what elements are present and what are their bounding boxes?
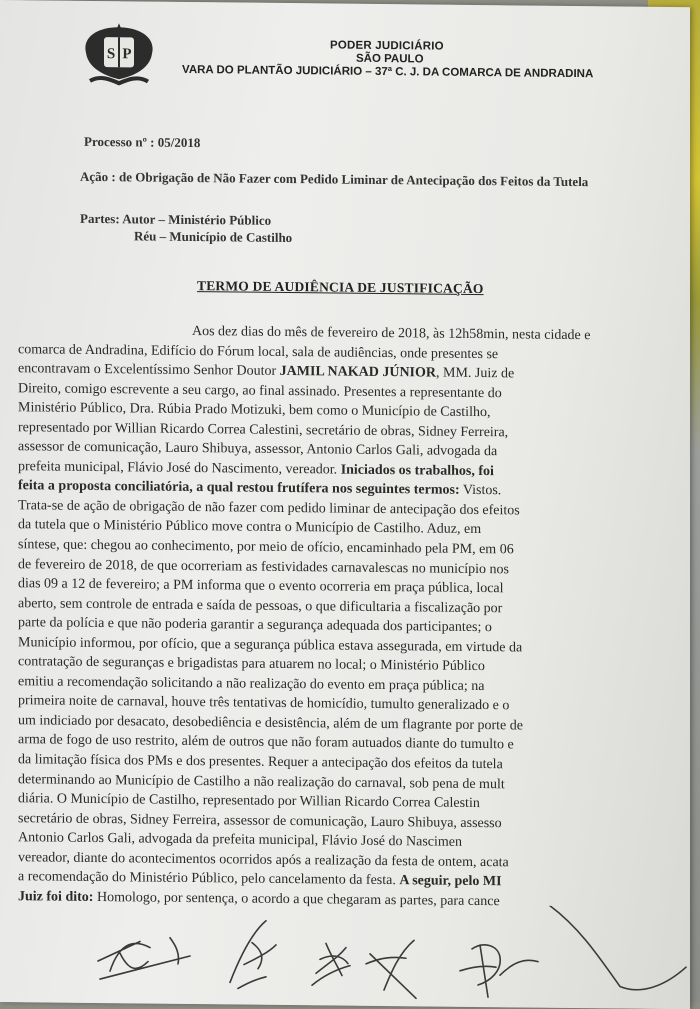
body-line: arma de fogo de uso restrito, além de outros que não foram autuados diante do tumulto e <box>18 732 514 753</box>
signature-mark <box>550 906 686 990</box>
body-line: Aos dez dias do mês de fevereiro de 2018, às 12h58min, nesta cidade e <box>192 324 591 344</box>
header-state: SÃO PAULO <box>356 52 424 66</box>
body-line: comarca de Andradina, Edifício do Fórum local, sala de audiências, onde presentes se <box>18 341 499 362</box>
signature-mark <box>230 920 276 988</box>
body-line: determinando ao Município de Castilho a não realização do carnaval, sob pena de mult <box>18 771 505 792</box>
signature-mark <box>366 940 416 999</box>
body-line: secretário de obras, Sidney Ferreira, assessor de comunicação, Lauro Shibuya, assesso <box>18 810 502 831</box>
party-defendant: Réu – Município de Castilho <box>134 228 293 246</box>
body-line: emitiu a recomendação solicitando a não realização do evento em praça pública; na <box>18 674 485 694</box>
document-body <box>18 320 696 914</box>
body-line: Trata-se de ação de obrigação de não fazer com pedido liminar de antecipação dos efeitos <box>18 498 520 519</box>
body-line: diária. O Município de Castilho, representado por Willian Ricardo Correa Calestin <box>18 791 480 812</box>
body-line: aberto, sem controle de entrada e saída de pessoas, o que dificultaria a fiscalização por <box>18 595 503 616</box>
signatures <box>80 901 700 1009</box>
process-number: Processo nº : 05/2018 <box>84 133 201 151</box>
action-description: Ação : de Obrigação de Não Fazer com Pedido Liminar de Antecipação dos Feitos da Tutela <box>80 168 589 190</box>
body-line: a recomendação do Ministério Público, pelo cancelamento da festa. A seguir, pelo MI <box>18 869 502 890</box>
body-line: parte da polícia e que não poderia garantir a segurança adequada dos participantes; o <box>18 615 492 636</box>
body-line: vereador, diante do acontecimentos ocorridos após a realização da festa de ontem, acata <box>18 849 509 871</box>
signature-mark <box>312 943 350 985</box>
svg-text:P: P <box>122 46 132 63</box>
body-line: de fevereiro de 2018, de que ocorreriam as festividades carnavalescas no município nos <box>18 556 509 577</box>
document-title: TERMO DE AUDIÊNCIA DE JUSTIFICAÇÃO <box>197 278 484 297</box>
body-line: contratação de seguranças e brigadistas para atuarem no local; o Ministério Público <box>18 654 485 675</box>
header-court: PODER JUDICIÁRIO <box>330 39 444 53</box>
parties <box>80 210 292 246</box>
body-line: feita a proposta conciliatória, a qual restou frutífera nos seguintes termos: Vistos. <box>18 478 502 499</box>
body-line: Juiz foi dito: Homologo, por sentença, o acordo a que chegaram as partes, para cance <box>18 889 500 910</box>
header-jurisdiction: VARA DO PLANTÃO JUDICIÁRIO – 37ª C. J. DA COMARCA DE ANDRADINA <box>182 63 594 81</box>
body-line: primeira noite de carnaval, houve três tentativas de homicídio, tumulto generalizado e o <box>18 693 510 714</box>
body-line: representado por Willian Ricardo Correa Calestini, secretário de obras, Sidney Ferreira, <box>18 419 509 441</box>
signature-mark <box>460 945 538 998</box>
body-line: dias 09 a 12 de fevereiro; a PM informa que o evento ocorreria em praça pública, local <box>18 576 504 597</box>
sao-paulo-seal-icon <box>80 23 158 88</box>
body-line: Direito, comigo escrevente a seu cargo, ao final assinado. Presentes a representante do <box>18 380 502 401</box>
body-line: Município informou, por ofício, que a segurança pública estava assegurada, em virtude da <box>18 634 523 656</box>
body-line: Antonio Carlos Gali, advogada da prefeita municipal, Flávio José do Nascimen <box>18 830 463 851</box>
body-line: prefeita municipal, Flávio José do Nascimento, vereador. Iniciados os trabalhos, foi <box>18 459 494 480</box>
signature-mark <box>98 937 190 980</box>
judge-name: JAMIL NAKAD JÚNIOR <box>279 364 437 381</box>
party-plaintiff: Partes: Autor – Ministério Público <box>80 210 272 228</box>
svg-text:S: S <box>106 46 116 63</box>
body-line: síntese, que: chegou ao conhecimento, por meio de ofício, encaminhado pela PM, em 06 <box>18 537 514 558</box>
body-line: Ministério Público, Dra. Rúbia Prado Motizuki, bem como o Município de Castilho, <box>18 400 491 421</box>
body-line: encontravam o Excelentíssimo Senhor Doutor JAMIL NAKAD JÚNIOR, MM. Juiz de <box>18 361 515 382</box>
body-line: da limitação física dos PMs e dos presentes. Requer a antecipação dos efeitos da tutela <box>18 752 503 773</box>
body-line: da tutela que o Ministério Público move contra o Município de Castilho. Aduz, em <box>18 517 482 538</box>
body-line: um indiciado por desacato, desobediência e desistência, além de um flagrante por porte de <box>18 713 523 734</box>
body-line: assessor de comunicação, Lauro Shibuya, assessor, Antonio Carlos Gali, advogada da <box>18 439 498 460</box>
